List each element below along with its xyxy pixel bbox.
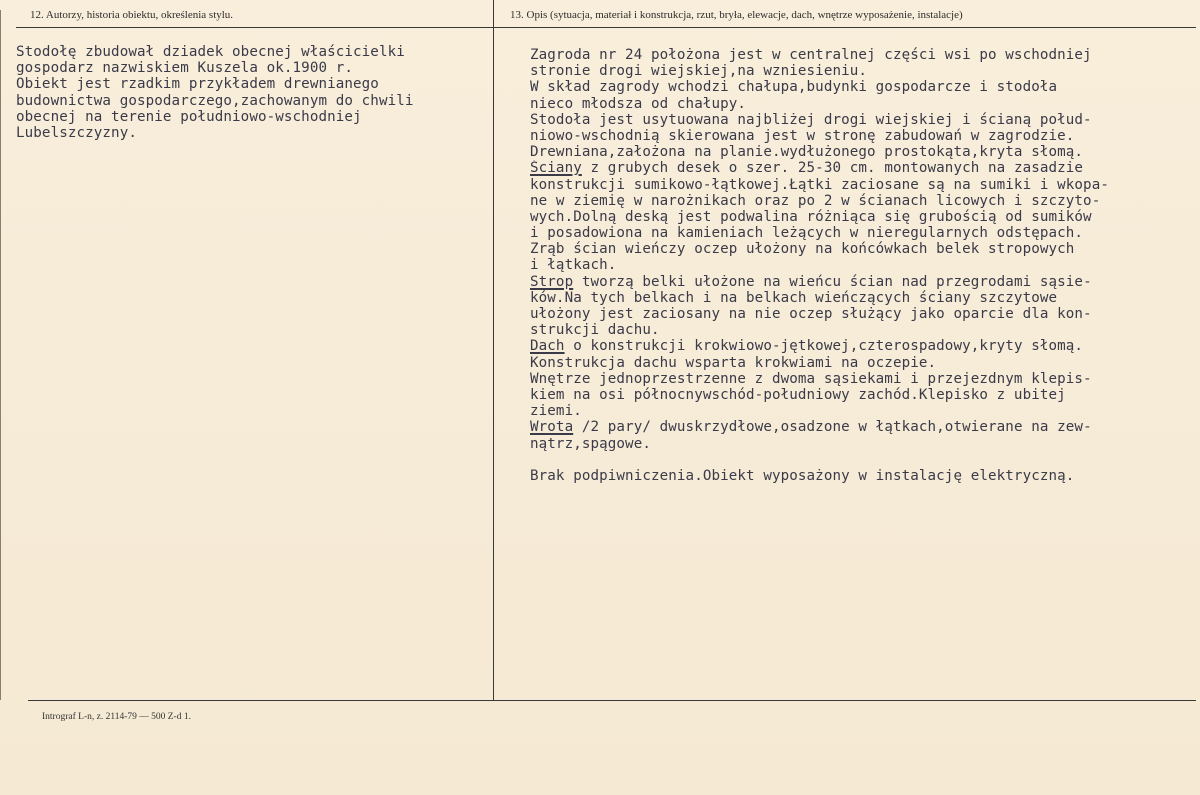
left-text-line: obecnej na terenie południowo-wschodniej: [16, 108, 362, 125]
line-text: W skład zagrody wchodzi chałupa,budynki gospodarcze i stodoła: [530, 79, 1058, 96]
right-text-line: [530, 193, 1109, 209]
line-text: ułożony jest zaciosany na nie oczep służący jako oparcie dla kon-: [530, 306, 1092, 322]
line-text: Brak podpiwniczenia.Obiekt wyposażony w instalację elektryczną.: [530, 467, 1075, 484]
line-text: strukcji dachu.: [530, 322, 660, 339]
line-text: Zagroda nr 24 położona jest w centralnej części wsi po wschodniej: [530, 47, 1092, 63]
line-text: wych.Dolną deską jest podwalina różniąca się grubością od sumików: [530, 208, 1092, 225]
right-text-line: [530, 79, 1109, 95]
right-text-line: [530, 387, 1109, 403]
line-text: i łątkach.: [530, 257, 617, 274]
right-text-line: [530, 177, 1109, 193]
right-text-line: [530, 419, 1109, 435]
right-text-line: [530, 371, 1109, 387]
line-text: Drewniana,założona na planie.wydłużonego prostokąta,kryta słomą.: [530, 144, 1084, 161]
right-text-line: [530, 403, 1109, 419]
right-section-header: 13. Opis (sytuacja, materiał i konstrukcja, rzut, bryła, elewacje, dach, wnętrze wyposażenie, instalacje): [510, 9, 963, 21]
printer-footer: Intrograf L-n, z. 2114-79 — 500 Z-d 1.: [42, 712, 191, 722]
right-text-line: [530, 274, 1109, 290]
line-text: niowo-wschodnią skierowana jest w stronę zabudowań w zagrodzie.: [530, 127, 1075, 144]
line-text: Zrąb ścian wieńczy oczep ułożony na końcówkach belek stropowych: [530, 241, 1075, 258]
right-text-line: [530, 355, 1109, 371]
right-text-line: [530, 160, 1109, 176]
right-text-line: [530, 144, 1109, 160]
right-text-line: [530, 112, 1109, 128]
right-text-line: [530, 322, 1109, 338]
line-text: tworzą belki ułożone na wieńcu ścian nad przegrodami sąsie-: [573, 273, 1092, 290]
line-text: ne w ziemię w narożnikach oraz po 2 w ścianach licowych i szczyto-: [530, 192, 1101, 209]
line-text: nątrz,spągowe.: [530, 435, 651, 452]
line-text: stronie drogi wiejskiej,na wzniesieniu.: [530, 63, 868, 80]
right-text-line: [530, 468, 1109, 484]
right-text-line: [530, 338, 1109, 354]
right-text-line: [530, 209, 1109, 225]
left-text-line: Lubelszczyzny.: [16, 124, 137, 141]
line-text: konstrukcji sumikowo-łątkowej.Łątki zaciosane są na sumiki i wkopa-: [530, 176, 1109, 193]
left-text-line: Obiekt jest rzadkim przykładem drewnianego: [16, 76, 379, 93]
right-text-line: [530, 63, 1109, 79]
section-keyword: Dach: [530, 338, 565, 355]
bottom-rule: [28, 700, 1196, 701]
line-text: ków.Na tych belkach i na belkach wieńczących ściany szczytowe: [530, 289, 1058, 306]
left-text-line: budownictwa gospodarczego,zachowanym do chwili: [16, 92, 414, 109]
line-text: Konstrukcja dachu wsparta krokwiami na oczepie.: [530, 354, 937, 371]
right-text-line: [530, 128, 1109, 144]
left-text-line: gospodarz nazwiskiem Kuszela ok.1900 r.: [16, 60, 354, 77]
right-text-line: [530, 257, 1109, 273]
right-text-line: [530, 96, 1109, 112]
left-text-line: Stodołę zbudował dziadek obecnej właścicielki: [16, 44, 405, 60]
line-text: Stodoła jest usytuowana najbliżej drogi wiejskiej i ścianą połud-: [530, 111, 1092, 128]
line-text: o konstrukcji krokwiowo-jętkowej,czterospadowy,kryty słomą.: [564, 338, 1084, 355]
right-text-line: [530, 452, 1109, 468]
right-text-line: [530, 225, 1109, 241]
column-divider: [493, 0, 494, 700]
line-text: Wnętrze jednoprzestrzenne z dwoma sąsiekami i przejezdnym klepis-: [530, 370, 1092, 387]
line-text: ziemi.: [530, 403, 582, 420]
line-text: i posadowiona na kamieniach leżących w nieregularnych odstępach.: [530, 225, 1084, 242]
right-text-line: [530, 241, 1109, 257]
left-column-text: [16, 44, 414, 141]
section-keyword: Strop: [530, 273, 574, 290]
right-column-text: [530, 47, 1109, 484]
left-section-header: 12. Autorzy, historia obiektu, określenia stylu.: [30, 9, 234, 21]
line-text: kiem na osi północnywschód-południowy zachód.Klepisko z ubitej: [530, 386, 1066, 403]
line-text: z grubych desek o szer. 25-30 cm. montowanych na zasadzie: [581, 160, 1084, 177]
line-text: /2 pary/ dwuskrzydłowe,osadzone w łątkach,otwierane na zew-: [573, 419, 1092, 436]
right-text-line: [530, 306, 1109, 322]
section-keyword: Ściany: [530, 160, 582, 177]
section-keyword: Wrota: [530, 419, 574, 436]
right-text-line: [530, 47, 1109, 63]
left-edge-rule: [0, 10, 1, 700]
right-text-line: [530, 436, 1109, 452]
line-text: nieco młodsza od chałupy.: [530, 95, 747, 112]
top-rule: [16, 27, 1196, 28]
right-text-line: [530, 290, 1109, 306]
